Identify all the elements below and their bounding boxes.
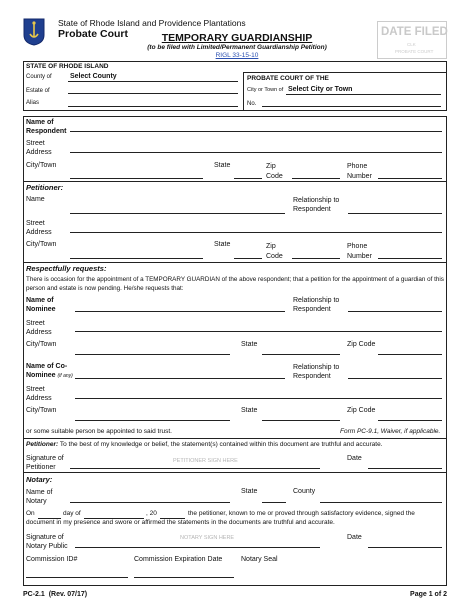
notary-county-field[interactable] — [320, 502, 442, 503]
form-id: PC-2.1 (Rev. 07/17) — [23, 591, 88, 598]
petitioner-phone-field[interactable] — [378, 258, 442, 259]
nominee-city-field[interactable] — [75, 354, 230, 355]
notary-signature-field[interactable] — [75, 547, 320, 548]
petitioner-street-label: Street Address — [26, 220, 52, 236]
conominee-zip-label: Zip Code — [347, 407, 376, 414]
respondent-state-label: State — [214, 162, 231, 169]
conominee-label-a: Name of Co- — [26, 363, 68, 370]
respondent-street-label: Street Address — [26, 140, 52, 156]
respondent-state-field[interactable] — [234, 178, 262, 179]
section-divider — [23, 438, 447, 439]
commission-id-label: Commission ID# — [26, 556, 78, 563]
commission-exp-label: Commission Expiration Date — [134, 556, 223, 563]
waiver-text: Form PC-9.1, Waiver, if applicable. — [340, 428, 441, 435]
notary-signature-label: Signature of Notary Public — [26, 534, 68, 550]
revision: (Rev. 07/17) — [48, 591, 88, 598]
notary-name-label: Name of Notary — [26, 489, 53, 505]
nominee-street-field[interactable] — [75, 331, 442, 332]
notary-year-prefix: , 20 — [146, 510, 157, 517]
respondent-zip-label: Zip Code — [266, 163, 283, 180]
date-filed-court: PROBATE COURT — [395, 49, 434, 54]
petitioner-date-label: Date — [347, 455, 362, 462]
respondent-city-field[interactable] — [70, 178, 203, 179]
conominee-city-label: City/Town — [26, 407, 57, 414]
nominee-relationship-field[interactable] — [348, 311, 442, 312]
conominee-name-field[interactable] — [75, 378, 285, 379]
petitioner-state-label: State — [214, 241, 231, 248]
page-number: Page 1 of 2 — [410, 591, 447, 598]
conominee-state-field[interactable] — [262, 420, 340, 421]
notary-body-text-1: the petitioner, known to me or proved through satisfactory evidence, signed the — [188, 510, 415, 517]
nominee-city-label: City/Town — [26, 341, 57, 348]
petitioner-signature-label: Signature of Petitioner — [26, 455, 64, 471]
estate-label: Estate of — [26, 88, 50, 94]
petitioner-relationship-field[interactable] — [348, 213, 442, 214]
respondent-street-field[interactable] — [70, 152, 442, 153]
petitioner-name-label: Name — [26, 196, 45, 203]
suitable-person-text: or some suitable person be appointed to said trust. — [26, 428, 172, 435]
requests-text: There is occasion for the appointment of a TEMPORARY GUARDIAN of the above respondent; that a petition for the appointment of a guardian of this person and estate is now pending. He/she requests that: — [26, 276, 444, 292]
nominee-street-label: Street Address — [26, 320, 52, 336]
notary-on-label: On — [26, 510, 35, 517]
conominee-street-field[interactable] — [75, 398, 442, 399]
county-select[interactable]: Select County — [70, 73, 117, 80]
notary-body-text-2: document in my presence and swore or affirmed the statements in the documents are truthful and accurate. — [26, 519, 335, 526]
petitioner-zip-label: Zip Code — [266, 243, 283, 260]
notary-sign-here[interactable]: NOTARY SIGN HERE — [180, 535, 235, 541]
city-town-select[interactable]: Select City or Town — [288, 86, 353, 93]
commission-exp-field[interactable] — [134, 577, 234, 578]
conominee-zip-field[interactable] — [378, 420, 442, 421]
conominee-street-label: Street Address — [26, 386, 52, 402]
respondent-phone-label: Phone Number — [347, 163, 372, 180]
conominee-label-b: Nominee (if any) — [26, 372, 73, 379]
respondent-city-label: City/Town — [26, 162, 57, 169]
conominee-state-label: State — [241, 407, 258, 414]
petitioner-signature-field[interactable] — [70, 468, 320, 469]
requests-heading: Respectfully requests: — [26, 264, 107, 273]
conominee-relationship-field[interactable] — [348, 378, 442, 379]
case-no-field[interactable] — [262, 106, 441, 107]
respondent-zip-field[interactable] — [292, 178, 340, 179]
nominee-state-field[interactable] — [262, 354, 340, 355]
form-title: TEMPORARY GUARDIANSHIP — [161, 32, 313, 44]
respondent-name-label: Name of Respondent — [26, 119, 67, 135]
petitioner-heading: Petitioner: — [26, 183, 64, 192]
petitioner-zip-field[interactable] — [292, 258, 340, 259]
notary-date-label: Date — [347, 534, 362, 541]
nominee-relationship-label: Relationship to Respondent — [293, 297, 340, 313]
conominee-city-field[interactable] — [75, 420, 230, 421]
attest-text: To the best of my knowledge or belief, the statement(s) contained within this document are truthful and accurate. — [59, 441, 383, 448]
caption-state: STATE OF RHODE ISLAND — [26, 63, 109, 70]
nominee-name-field[interactable] — [75, 311, 285, 312]
petitioner-name-field[interactable] — [70, 213, 285, 214]
petitioner-sign-here[interactable]: PETITIONER SIGN HERE — [173, 458, 238, 464]
notary-state-field[interactable] — [262, 502, 286, 503]
notary-county-label: County — [293, 488, 316, 495]
petitioner-phone-label: Phone Number — [347, 243, 372, 260]
estate-field[interactable] — [68, 93, 238, 94]
nominee-name-label: Name of Nominee — [26, 297, 56, 313]
attest-line — [26, 442, 383, 449]
city-town-of-label: City or Town of — [247, 87, 284, 93]
notary-seal-label: Notary Seal — [241, 556, 278, 563]
nominee-zip-field[interactable] — [378, 354, 442, 355]
petitioner-date-field[interactable] — [368, 468, 442, 469]
date-filed-label: DATE FILED — [381, 26, 448, 38]
commission-id-field[interactable] — [26, 577, 128, 578]
petitioner-street-field[interactable] — [70, 232, 442, 233]
petitioner-state-field[interactable] — [234, 258, 262, 259]
rigl-link[interactable]: RIGL 33-15-10 — [215, 52, 259, 59]
conominee-relationship-label: Relationship to Respondent — [293, 364, 340, 380]
section-divider — [23, 181, 447, 182]
notary-day-of-label: day of — [63, 510, 81, 517]
petitioner-city-field[interactable] — [70, 258, 203, 259]
petitioner-city-label: City/Town — [26, 241, 57, 248]
nominee-zip-label: Zip Code — [347, 341, 376, 348]
alias-field[interactable] — [68, 106, 238, 107]
notary-state-label: State — [241, 488, 258, 495]
county-label: County of — [26, 74, 52, 80]
state-line: State of Rhode Island and Providence Plantations — [58, 18, 246, 28]
alias-label: Alias — [26, 100, 40, 106]
petitioner-relationship-label: Relationship to Respondent — [293, 197, 340, 213]
date-filed-clerk: CLK — [407, 42, 416, 47]
nominee-state-label: State — [241, 341, 258, 348]
attest-heading: Petitioner: — [26, 441, 59, 448]
respondent-phone-field[interactable] — [378, 178, 442, 179]
section-divider — [23, 262, 447, 263]
respondent-name-field[interactable] — [70, 131, 442, 132]
notary-name-field[interactable] — [70, 502, 230, 503]
case-no-label: No. — [247, 101, 257, 107]
notary-heading: Notary: — [26, 475, 53, 484]
court-name: Probate Court — [58, 28, 129, 40]
notary-date-field[interactable] — [368, 547, 442, 548]
section-divider — [23, 472, 447, 473]
form-subtitle: (to be filed with Limited/Permanent Guardianship Petition) — [147, 44, 327, 51]
city-town-line — [286, 94, 441, 95]
county-line — [68, 81, 238, 82]
if-any-note: (if any) — [57, 373, 73, 379]
probate-court-label: PROBATE COURT OF THE — [247, 75, 329, 82]
